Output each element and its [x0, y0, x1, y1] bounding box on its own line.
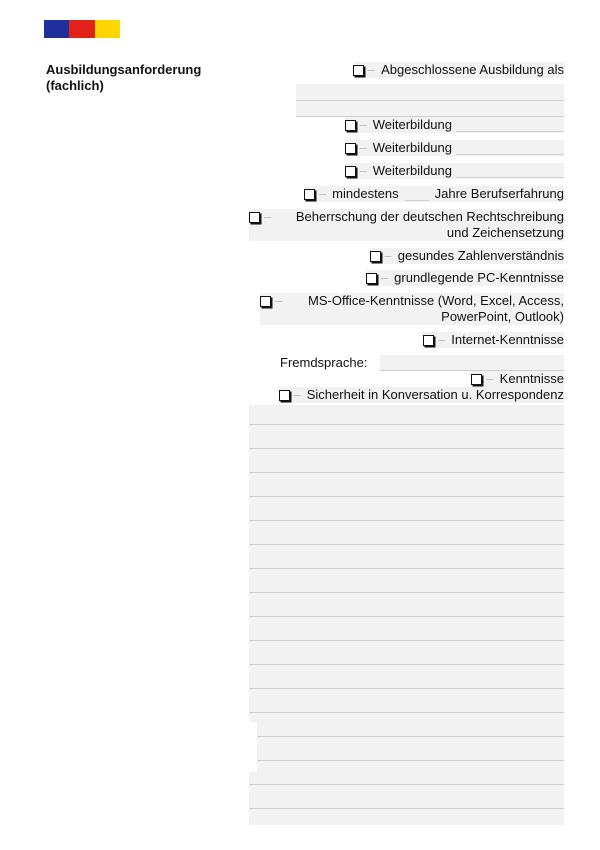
section-heading: Ausbildungsanforderung (fachlich): [46, 62, 202, 93]
option-label: grundlegende PC-Kenntnisse: [394, 270, 564, 285]
dash-glyph: –: [318, 186, 327, 201]
option-ms-office[interactable]: [260, 293, 564, 325]
flag-yellow: [95, 20, 120, 38]
dash-glyph: –: [264, 209, 272, 224]
dash-glyph: –: [359, 163, 367, 178]
dash-glyph: –: [275, 293, 283, 308]
fill-line-ausbildung[interactable]: [296, 84, 564, 101]
ruled-line: [249, 520, 564, 521]
checkbox-icon[interactable]: [366, 273, 377, 284]
dash-glyph: –: [380, 270, 389, 285]
dash-glyph: –: [367, 62, 376, 77]
fill-line[interactable]: [456, 140, 564, 155]
dash-glyph: –: [359, 117, 367, 132]
option-label: Weiterbildung: [372, 163, 452, 178]
checkbox-icon[interactable]: [304, 189, 315, 200]
option-label-pre: mindestens: [332, 186, 399, 201]
ruled-line: [249, 664, 564, 665]
ruled-line: [249, 472, 564, 473]
dash-glyph: –: [293, 387, 301, 402]
ruled-line: [249, 640, 564, 641]
option-label: Kenntnisse: [499, 371, 564, 386]
option-label: Beherrschung der deutschen Rechtschreibung und Zeichensetzung: [295, 209, 564, 240]
margin-gap: [249, 722, 257, 772]
option-konversation[interactable]: [279, 387, 565, 403]
checkbox-icon[interactable]: [279, 390, 290, 401]
ruled-line: [249, 760, 564, 761]
ruled-line: [249, 688, 564, 689]
checkbox-icon[interactable]: [423, 335, 434, 346]
fill-line[interactable]: [456, 163, 564, 178]
years-input[interactable]: [405, 186, 429, 201]
option-label: Abgeschlossene Ausbildung als: [381, 62, 564, 77]
checkbox-icon[interactable]: [260, 296, 271, 307]
ruled-line: [249, 616, 564, 617]
fremdsprache-input[interactable]: [380, 355, 564, 371]
ruled-line: [249, 568, 564, 569]
dash-glyph: –: [384, 248, 392, 263]
checkbox-icon[interactable]: [370, 251, 381, 262]
option-label: Weiterbildung: [372, 140, 452, 155]
option-label: Internet-Kenntnisse: [451, 332, 564, 347]
option-weiterbildung-2[interactable]: [345, 140, 565, 156]
ruled-line: [249, 736, 564, 737]
checkbox-icon[interactable]: [345, 120, 356, 131]
option-weiterbildung-3[interactable]: [345, 163, 565, 179]
ruled-line: [249, 448, 564, 449]
option-label-post: Jahre Berufserfahrung: [434, 186, 564, 201]
option-rechtschreibung[interactable]: [249, 209, 564, 241]
ruled-line: [249, 712, 564, 713]
option-weiterbildung-1[interactable]: [345, 117, 565, 133]
blank-ruled-area[interactable]: [249, 405, 564, 825]
dash-glyph: –: [486, 371, 494, 386]
checkbox-icon[interactable]: [249, 212, 260, 223]
ruled-line: [249, 544, 564, 545]
ruled-line: [249, 808, 564, 809]
fill-line-ausbildung-2[interactable]: [296, 101, 564, 117]
option-label: Sicherheit in Konversation u. Korrespondenz: [306, 387, 564, 402]
option-internet[interactable]: [423, 332, 564, 348]
flag-red: [69, 20, 94, 38]
ruled-line: [249, 496, 564, 497]
ruled-line: [249, 424, 564, 425]
option-zahlenverstaendnis[interactable]: [370, 248, 564, 264]
dash-glyph: –: [359, 140, 367, 155]
checkbox-icon[interactable]: [345, 143, 356, 154]
option-label: MS-Office-Kenntnisse (Word, Excel, Access, PowerPoint, Outlook): [308, 293, 564, 324]
dash-glyph: –: [438, 332, 446, 347]
option-abgeschlossene-ausbildung[interactable]: [353, 62, 564, 78]
checkbox-icon[interactable]: [471, 374, 482, 385]
fremdsprache-label: Fremdsprache:: [280, 355, 368, 370]
ruled-line: [249, 784, 564, 785]
checkbox-icon[interactable]: [345, 166, 356, 177]
flag-logo: [44, 20, 120, 38]
option-pc-kenntnisse[interactable]: [366, 270, 564, 286]
option-berufserfahrung[interactable]: [304, 186, 564, 202]
option-label: Weiterbildung: [372, 117, 452, 132]
fill-line[interactable]: [456, 117, 564, 132]
checkbox-icon[interactable]: [353, 65, 364, 76]
flag-blue: [44, 20, 69, 38]
ruled-line: [249, 592, 564, 593]
option-label: gesundes Zahlenverständnis: [397, 248, 564, 263]
option-kenntnisse[interactable]: [471, 371, 564, 387]
